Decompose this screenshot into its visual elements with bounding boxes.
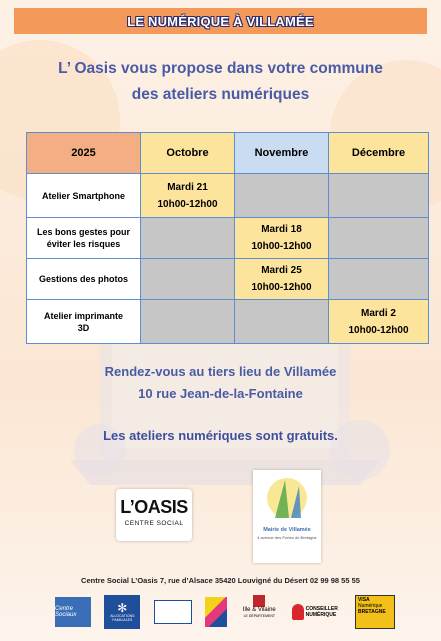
ille-vilaine-label: Ille & Vilaine xyxy=(242,607,276,613)
ille-vilaine-mark-icon xyxy=(253,595,265,607)
subtitle-line-2: des ateliers numériques xyxy=(131,86,310,103)
empty-cell xyxy=(141,300,235,344)
session-time: 10h00-12h00 xyxy=(251,241,312,252)
table-row xyxy=(27,174,429,218)
conseiller-logo xyxy=(292,599,342,625)
ille-vilaine-sub: LE DÉPARTEMENT xyxy=(243,614,275,618)
empty-cell xyxy=(235,300,329,344)
caf-snowflake-icon: ✻ xyxy=(117,601,128,615)
table-row xyxy=(27,259,429,300)
session-cell xyxy=(235,218,329,259)
visa-label-1: VISA xyxy=(357,597,370,603)
visa-label-3: BRETAGNE xyxy=(357,609,386,615)
mairie-emblem-icon xyxy=(257,474,317,522)
region-logo xyxy=(205,597,227,627)
venue-line-1: Rendez-vous au tiers lieu de Villamée xyxy=(104,364,337,379)
table-row xyxy=(27,300,429,344)
centre-sociaux-logo: Centre Sociaux xyxy=(55,597,91,627)
session-day: Mardi 18 xyxy=(261,224,302,235)
ministry-logo xyxy=(154,600,192,624)
oasis-logo-name: L’OASIS xyxy=(120,497,188,517)
header-october: Octobre xyxy=(141,133,235,174)
empty-cell xyxy=(141,218,235,259)
empty-cell xyxy=(329,218,429,259)
empty-cell xyxy=(235,174,329,218)
empty-cell xyxy=(141,259,235,300)
session-time: 10h00-12h00 xyxy=(157,198,218,210)
empty-cell xyxy=(329,174,429,218)
visa-numerique-logo xyxy=(355,595,395,629)
venue-line-2: 10 rue Jean-de-la-Fontaine xyxy=(138,386,303,401)
mairie-logo xyxy=(253,470,321,563)
session-cell xyxy=(329,300,429,344)
row-label-line-2: éviter les risques xyxy=(46,239,121,249)
partner-logos xyxy=(55,592,395,632)
page-banner xyxy=(14,8,427,34)
subtitle-line-1: L’ Oasis vous propose dans votre commune xyxy=(58,60,383,77)
header-november: Novembre xyxy=(235,133,329,174)
row-label xyxy=(27,218,141,259)
header-year: 2025 xyxy=(27,133,141,174)
session-day: Mardi 21 xyxy=(167,181,208,193)
ille-vilaine-logo xyxy=(240,595,278,629)
footer-contact: Centre Social L’Oasis 7, rue d’Alsace 35420 Louvigné du Désert 02 99 98 55 55 xyxy=(81,576,360,585)
session-cell xyxy=(235,259,329,300)
mairie-address: 4 avenue des Portes de Bretagne xyxy=(257,535,317,540)
oasis-logo xyxy=(116,489,192,541)
row-label-line-1: Atelier imprimante xyxy=(43,310,124,321)
row-label-line-2: 3D xyxy=(77,322,90,333)
empty-cell xyxy=(329,259,429,300)
session-day: Mardi 25 xyxy=(261,265,302,276)
row-label: Gestions des photos xyxy=(27,259,141,300)
caf-label: ALLOCATIONS FAMILIALES xyxy=(110,614,135,622)
caf-logo xyxy=(104,595,140,629)
row-label xyxy=(27,300,141,344)
table-row xyxy=(27,218,429,259)
row-label-line-1: Les bons gestes pour xyxy=(36,227,131,237)
session-cell xyxy=(141,174,235,218)
mairie-title: Mairie de Villamée xyxy=(263,527,311,533)
session-time: 10h00-12h00 xyxy=(348,324,409,336)
free-note: Les ateliers numériques sont gratuits. xyxy=(103,428,338,443)
conseiller-mark-icon xyxy=(292,604,304,620)
table-header-row xyxy=(27,133,429,174)
visa-label-2: Numérique xyxy=(357,603,383,609)
session-day: Mardi 2 xyxy=(360,307,396,319)
banner-title: LE NUMÉRIQUE À VILLAMÉE xyxy=(127,13,314,29)
session-time: 10h00-12h00 xyxy=(251,282,312,293)
row-label: Atelier Smartphone xyxy=(27,174,141,218)
header-december: Décembre xyxy=(329,133,429,174)
conseiller-label: CONSEILLER NUMÉRIQUE xyxy=(305,606,338,618)
oasis-logo-tag: CENTRE SOCIAL xyxy=(124,520,184,527)
schedule-table xyxy=(26,132,429,344)
